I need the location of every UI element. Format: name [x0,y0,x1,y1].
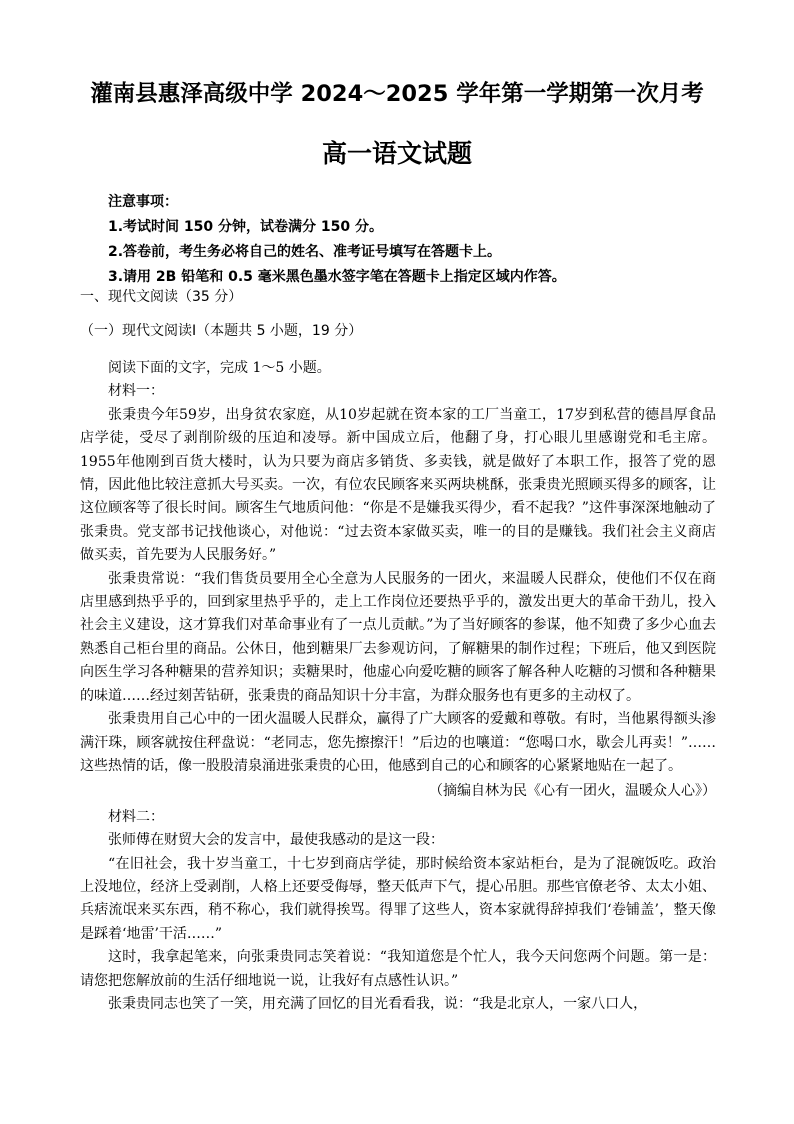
material-two-label: 材料二： [108,808,164,825]
passage-instruction: 阅读下面的文字，完成 1～5 小题。 [108,360,331,376]
notes-item: 1.考试时间 150 分钟，试卷满分 150 分。 [108,219,384,235]
material-two-paragraph: 张秉贵同志也笑了一笑，用充满了回忆的目光看看我，说：“我是北京人，一家八口人， [108,995,648,1012]
material-two-paragraph: “在旧社会，我十岁当童工，十七岁到商店学徒，那时候给资本家站柜台，是为了混碗饭吃。政治上没地位，经济上受剥削，人格上还要受侮辱，整天低声下气，提心吊胆。那些官僚老爷、太太小姐、兵痞流氓来买东西，稍不称心，我们就得挨骂。得罪了这些人，资本家就得辞掉我们‘卷铺盖’，整天像是踩着‘地雷’干活……” [80,855,716,942]
material-one-source: （摘编自林为民《心有一团火，温暖众人心》） [429,783,716,800]
material-one-paragraph: 张秉贵常说：“我们售货员要用全心全意为人民服务的一团火，来温暖人民群众，使他们不仅在商店里感到热乎乎的，回到家里热乎乎的，走上工作岗位还要热乎乎的，激发出更大的革命干劲儿，投入社会主义建设，这才算我们对革命事业有了一点儿贡献。”为了当好顾客的参谋，他不知费了多少心血去熟悉自己柜台里的商品。公休日，他到糖果厂去参观访问，了解糖果的制作过程；下班后，他又到医院向医生学习各种糖果的营养知识；卖糖果时，他虚心向爱吃糖的顾客了解各种人吃糖的习惯和各种糖果的味道……经过刻苦钻研，张秉贵的商品知识十分丰富，为群众服务也有更多的主动权了。 [80,570,716,704]
exam-subtitle: 高一语文试题 [321,139,472,168]
notes-heading: 注意事项： [108,194,178,210]
exam-title: 灌南县惠泽高级中学 2024～2025 学年第一学期第一次月考 [90,81,704,107]
notes-item: 2.答卷前，考生务必将自己的姓名、准考证号填写在答题卡上。 [108,244,502,260]
material-two-paragraph: 张师傅在财贸大会的发言中，最使我感动的是这一段： [108,832,444,849]
subsection-heading: （一）现代文阅读Ⅰ（本题共 5 小题，19 分） [80,323,363,339]
notes-item: 3.请用 2B 铅笔和 0.5 毫米黑色墨水签字笔在答题卡上指定区域内作答。 [108,269,566,285]
material-one-paragraph: 张秉贵今年59岁，出身贫农家庭，从10岁起就在资本家的工厂当童工，17岁到私营的德昌厚食品店学徒，受尽了剥削阶级的压迫和凌辱。新中国成立后，他翻了身，打心眼儿里感谢党和毛主席。1955年他刚到百货大楼时，认为只要为商店多销货、多卖钱，就是做好了本职工作，报答了党的恩情，因此他比较注意抓大号买卖。一次，有位农民顾客来买两块桃酥，张秉贵光照顾买得多的顾客，让这位顾客等了很长时间。顾客生气地质问他：“你是不是嫌我买得少，看不起我？”这件事深深地触动了张秉贵。党支部书记找他谈心，对他说：“过去资本家做买卖，唯一的目的是赚钱。我们社会主义商店做买卖，首先要为人民服务好。” [80,406,716,564]
material-one-label: 材料一： [108,383,164,400]
reading-passage [80,357,716,1016]
section-heading: 一、现代文阅读（35 分） [80,289,243,305]
exam-notes [108,190,566,290]
material-two-paragraph: 这时，我拿起笔来，向张秉贵同志笑着说：“我知道您是个忙人，我今天问您两个问题。第一是：请您把您解放前的生活仔细地说一说，让我好有点感性认识。” [80,949,716,989]
material-one-paragraph: 张秉贵用自己心中的一团火温暖人民群众，赢得了广大顾客的爱戴和尊敬。有时，当他累得额头渗满汗珠，顾客就按住秤盘说：“老同志，您先擦擦汗！”后边的也嚷道：“您喝口水，歇会儿再卖！”……这些热情的话，像一股股清泉涌进张秉贵的心田，他感到自己的心和顾客的心紧紧地贴在一起了。 [80,711,716,774]
